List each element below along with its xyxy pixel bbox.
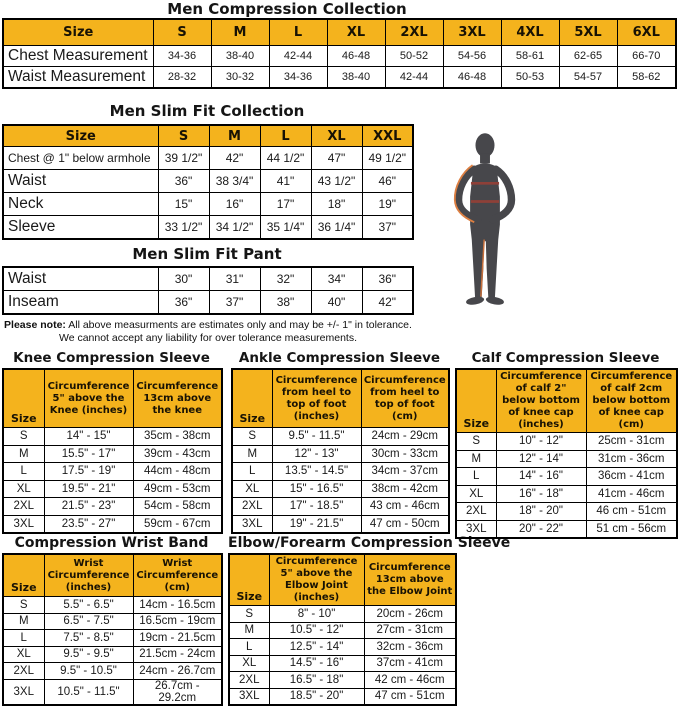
cell-value: 42-44 [269,46,327,67]
calf-sleeve-title: Calf Compression Sleeve [471,350,660,366]
cell-value: 51 cm - 56cm [586,520,677,538]
column-header: Wrist Circumference (cm) [133,554,222,597]
cell-value: 24cm - 26.7cm [133,663,222,680]
size-table [2,266,414,315]
column-header: Circumference of calf 2cm below bottom of knee cap (cm) [586,369,677,433]
cell-value: 5.5" - 6.5" [44,597,133,614]
cell-value: 14" - 16" [496,468,586,486]
column-header: L [269,19,327,46]
size-table [455,368,678,539]
size-table [2,18,677,89]
cell-value: 59cm - 67cm [133,515,222,533]
cell-value: 27cm - 31cm [364,622,456,639]
column-header: 3XL [443,19,501,46]
cell-value: 46-48 [443,67,501,89]
table-row [229,688,456,705]
cell-value: 7.5" - 8.5" [44,630,133,647]
table-row [456,485,677,503]
size-table [228,553,457,706]
row-label: 3XL [3,515,44,533]
elbow-forearm-compression-sleeve-table [228,553,455,706]
column-header: XXL [362,125,413,147]
cell-value: 16" - 18" [496,485,586,503]
header-row [3,554,222,597]
cell-value: 49 1/2" [362,147,413,170]
table-row [232,463,449,481]
row-label: XL [3,646,44,663]
row-label: M [3,613,44,630]
figure-right-foot [485,296,504,306]
cell-value: 19.5" - 21" [44,480,133,498]
row-label: L [3,463,44,481]
cell-value: 49cm - 53cm [133,480,222,498]
column-header: Circumference of calf 2" below bottom of knee cap (inches) [496,369,586,433]
men-compression-collection-title: Men Compression Collection [167,0,407,18]
header-row [229,554,456,606]
figure-left-foot [465,296,484,306]
row-label: XL [456,485,496,503]
cell-value: 14.5" - 16" [269,655,364,672]
table-row [3,147,413,170]
cell-value: 54-56 [443,46,501,67]
cell-value: 35 1/4" [260,216,311,240]
cell-value: 31cm - 36cm [586,450,677,468]
row-label: Chest Measurement [3,46,153,67]
cell-value: 9.5" - 11.5" [272,428,361,446]
cell-value: 30cm - 33cm [361,445,449,463]
cell-value: 10.5" - 12" [269,622,364,639]
header-row [3,369,222,428]
cell-value: 20" - 22" [496,520,586,538]
knee-compression-sleeve-table [2,368,221,534]
size-column-header: Size [229,554,269,606]
column-header: 4XL [501,19,559,46]
cell-value: 44cm - 48cm [133,463,222,481]
column-header: Circumference from heel to top of foot (cm) [361,369,449,428]
column-header: S [158,125,209,147]
table-row [3,267,413,291]
table-row [232,445,449,463]
cell-value: 12" - 13" [272,445,361,463]
row-label: S [3,597,44,614]
row-label: M [229,622,269,639]
row-label: 2XL [229,672,269,689]
column-header: XL [327,19,385,46]
cell-value: 13.5" - 14.5" [272,463,361,481]
cell-value: 41cm - 46cm [586,485,677,503]
row-label: 3XL [229,688,269,705]
cell-value: 18.5" - 20" [269,688,364,705]
size-column-header: Size [456,369,496,433]
size-column-header: Size [232,369,272,428]
cell-value: 58-62 [617,67,676,89]
table-row [456,520,677,538]
cell-value: 19cm - 21.5cm [133,630,222,647]
size-column-header: Size [3,554,44,597]
cell-value: 32" [260,267,311,291]
note-text-line2: We cannot accept any liability for over tolerance measurements. [58,332,358,344]
cell-value: 34-36 [153,46,211,67]
row-label: 3XL [456,520,496,538]
row-label: Neck [3,193,158,216]
cell-value: 40" [311,291,362,315]
cell-value: 9.5" - 10.5" [44,663,133,680]
cell-value: 50-53 [501,67,559,89]
cell-value: 34" [311,267,362,291]
table-row [456,433,677,451]
size-column-header: Size [3,19,153,46]
header-row [3,125,413,147]
cell-value: 8" - 10" [269,606,364,623]
cell-value: 23.5" - 27" [44,515,133,533]
table-row [3,515,222,533]
cell-value: 39cm - 43cm [133,445,222,463]
cell-value: 15" - 16.5" [272,480,361,498]
cell-value: 17" - 18.5" [272,498,361,516]
table-row [3,597,222,614]
size-column-header: Size [3,125,158,147]
note-label: Please note: [4,319,66,331]
cell-value: 62-65 [559,46,617,67]
cell-value: 25cm - 31cm [586,433,677,451]
cell-value: 38cm - 42cm [361,480,449,498]
men-slim-fit-collection-title: Men Slim Fit Collection [109,102,305,120]
figure-neck [480,154,490,164]
row-label: S [3,428,44,446]
row-label: 2XL [3,498,44,516]
row-label: S [232,428,272,446]
row-label: L [229,639,269,656]
cell-value: 18" [311,193,362,216]
cell-value: 54-57 [559,67,617,89]
cell-value: 66-70 [617,46,676,67]
men-compression-collection-table [2,18,677,89]
header-row [232,369,449,428]
cell-value: 21.5cm - 24cm [133,646,222,663]
cell-value: 21.5" - 23" [44,498,133,516]
table-row [229,606,456,623]
table-row [232,480,449,498]
cell-value: 26.7cm - 29.2cm [133,679,222,705]
table-row [3,630,222,647]
cell-value: 43 cm - 46cm [361,498,449,516]
cell-value: 50-52 [385,46,443,67]
cell-value: 37" [362,216,413,240]
male-body-silhouette-icon [443,132,527,314]
calf-compression-sleeve-table [455,368,676,539]
size-table [2,553,223,706]
column-header: 5XL [559,19,617,46]
column-header: 2XL [385,19,443,46]
wrist-band-title: Compression Wrist Band [14,535,209,551]
cell-value: 14" - 15" [44,428,133,446]
row-label: 2XL [456,503,496,521]
row-label: XL [229,655,269,672]
cell-value: 33 1/2" [158,216,209,240]
table-row [3,480,222,498]
table-row [3,67,676,89]
cell-value: 46-48 [327,46,385,67]
row-label: 2XL [232,498,272,516]
row-label: M [3,445,44,463]
table-row [3,46,676,67]
cell-value: 17" [260,193,311,216]
cell-value: 35cm - 38cm [133,428,222,446]
table-row [229,622,456,639]
cell-value: 10.5" - 11.5" [44,679,133,705]
cell-value: 6.5" - 7.5" [44,613,133,630]
cell-value: 38-40 [211,46,269,67]
cell-value: 46 cm - 51cm [586,503,677,521]
cell-value: 34cm - 37cm [361,463,449,481]
column-header: M [209,125,260,147]
column-header: Circumference 13cm above the knee [133,369,222,428]
column-header: Circumference from heel to top of foot (inches) [272,369,361,428]
cell-value: 12.5" - 14" [269,639,364,656]
men-slim-fit-pant-table [2,266,412,315]
row-label: M [456,450,496,468]
table-row [229,639,456,656]
cell-value: 39 1/2" [158,147,209,170]
cell-value: 16.5cm - 19cm [133,613,222,630]
row-label: S [229,606,269,623]
cell-value: 30-32 [211,67,269,89]
men-slim-fit-pant-title: Men Slim Fit Pant [132,245,282,263]
table-row [3,170,413,193]
size-column-header: Size [3,369,44,428]
table-row [3,646,222,663]
cell-value: 54cm - 58cm [133,498,222,516]
column-header: Circumference 13cm above the Elbow Joint [364,554,456,606]
table-row [229,655,456,672]
cell-value: 58-61 [501,46,559,67]
cell-value: 17.5" - 19" [44,463,133,481]
ankle-sleeve-title: Ankle Compression Sleeve [238,350,441,366]
note-text-line1: All above measurments are estimates only and may be +/- 1" in tolerance. [65,319,412,331]
tolerance-note [0,319,416,345]
cell-value: 10" - 12" [496,433,586,451]
compression-wrist-band-table [2,553,221,706]
row-label: L [232,463,272,481]
cell-value: 24cm - 29cm [361,428,449,446]
table-row [3,193,413,216]
cell-value: 18" - 20" [496,503,586,521]
ankle-compression-sleeve-table [231,368,448,534]
cell-value: 42-44 [385,67,443,89]
cell-value: 34-36 [269,67,327,89]
row-label: Chest @ 1" below armhole [3,147,158,170]
table-row [3,216,413,240]
cell-value: 19" - 21.5" [272,515,361,533]
cell-value: 36cm - 41cm [586,468,677,486]
cell-value: 16.5" - 18" [269,672,364,689]
cell-value: 46" [362,170,413,193]
row-label: 2XL [3,663,44,680]
elbow-forearm-title: Elbow/Forearm Compression Sleeve [228,535,511,551]
row-label: Sleeve [3,216,158,240]
cell-value: 44 1/2" [260,147,311,170]
cell-value: 30" [158,267,209,291]
table-row [229,672,456,689]
cell-value: 47 cm - 50cm [361,515,449,533]
table-row [3,463,222,481]
cell-value: 41" [260,170,311,193]
table-row [232,515,449,533]
cell-value: 19" [362,193,413,216]
cell-value: 36" [158,170,209,193]
cell-value: 28-32 [153,67,211,89]
column-header: XL [311,125,362,147]
cell-value: 15" [158,193,209,216]
row-label: Waist [3,267,158,291]
cell-value: 36" [158,291,209,315]
table-row [3,445,222,463]
column-header: M [211,19,269,46]
cell-value: 42" [209,147,260,170]
table-row [232,498,449,516]
table-row [3,498,222,516]
table-row [456,468,677,486]
row-label: 3XL [232,515,272,533]
men-slim-fit-collection-table [2,124,412,240]
cell-value: 12" - 14" [496,450,586,468]
cell-value: 42" [362,291,413,315]
row-label: L [3,630,44,647]
column-header: 6XL [617,19,676,46]
cell-value: 9.5" - 9.5" [44,646,133,663]
column-header: Circumference 5" above the Knee (inches) [44,369,133,428]
row-label: Inseam [3,291,158,315]
row-label: S [456,433,496,451]
size-table [231,368,450,534]
cell-value: 34 1/2" [209,216,260,240]
cell-value: 20cm - 26cm [364,606,456,623]
size-table [2,368,223,534]
cell-value: 16" [209,193,260,216]
cell-value: 43 1/2" [311,170,362,193]
table-row [456,450,677,468]
row-label: Waist Measurement [3,67,153,89]
cell-value: 31" [209,267,260,291]
cell-value: 36 1/4" [311,216,362,240]
table-row [232,428,449,446]
size-table [2,124,414,240]
table-row [3,663,222,680]
column-header: Circumference 5" above the Elbow Joint (inches) [269,554,364,606]
cell-value: 32cm - 36cm [364,639,456,656]
cell-value: 38" [260,291,311,315]
cell-value: 47" [311,147,362,170]
row-label: M [232,445,272,463]
table-row [3,679,222,705]
header-row [456,369,677,433]
cell-value: 14cm - 16.5cm [133,597,222,614]
table-row [3,428,222,446]
cell-value: 37" [209,291,260,315]
table-row [3,291,413,315]
cell-value: 47 cm - 51cm [364,688,456,705]
table-row [3,613,222,630]
header-row [3,19,676,46]
cell-value: 15.5" - 17" [44,445,133,463]
cell-value: 36" [362,267,413,291]
row-label: XL [3,480,44,498]
column-header: Wrist Circumference (inches) [44,554,133,597]
row-label: Waist [3,170,158,193]
cell-value: 42 cm - 46cm [364,672,456,689]
cell-value: 38-40 [327,67,385,89]
row-label: L [456,468,496,486]
row-label: 3XL [3,679,44,705]
male-silhouette-figure [443,132,527,314]
row-label: XL [232,480,272,498]
knee-sleeve-title: Knee Compression Sleeve [13,350,210,366]
cell-value: 38 3/4" [209,170,260,193]
table-row [456,503,677,521]
column-header: L [260,125,311,147]
column-header: S [153,19,211,46]
cell-value: 37cm - 41cm [364,655,456,672]
